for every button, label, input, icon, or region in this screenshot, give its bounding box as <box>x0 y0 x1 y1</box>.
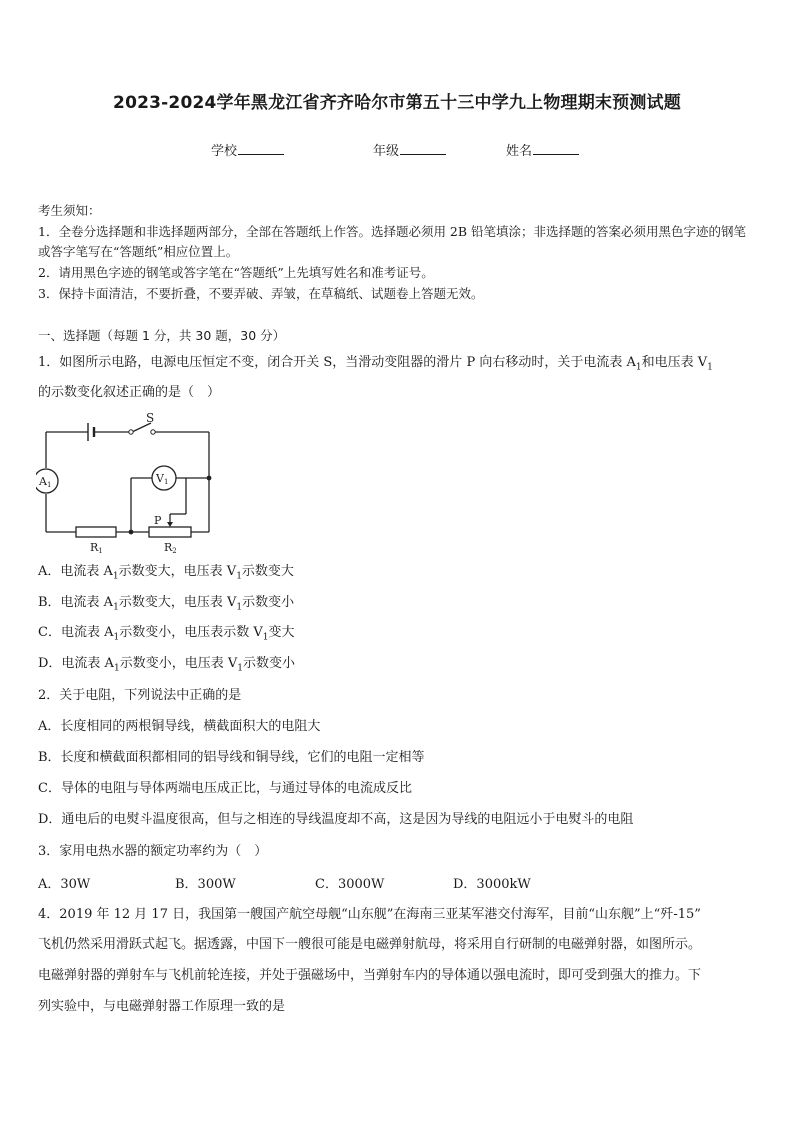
grade-field[interactable]: 年级 <box>373 140 446 159</box>
voltmeter-label: V1 <box>156 472 169 486</box>
q2-option-c[interactable]: C．导体的电阻与导体两端电压成正比，与通过导体的电流成反比 <box>38 781 412 796</box>
q2-option-d[interactable]: D．通电后的电熨斗温度很高，但与之相连的导线温度却不高，这是因为导线的电阻远小于电熨斗的电阻 <box>38 812 634 827</box>
q3-option-b[interactable]: B．300W <box>175 877 236 892</box>
q3-option-c[interactable]: C．3000W <box>315 877 385 892</box>
q4-line-4: 列实验中，与电磁弹射器工作原理一致的是 <box>38 999 286 1014</box>
ammeter-label: A1 <box>39 475 52 489</box>
slider-label: P <box>154 514 162 527</box>
q1-option-b[interactable]: B．电流表 $A_1$示数变大，电压表 $V_1$示数变小 <box>38 595 295 613</box>
q1-option-a[interactable]: A．电流表 $A_1$示数变大，电压表 $V_1$示数变大 <box>38 564 294 582</box>
q3-stem: 3．家用电热水器的额定功率约为（ ） <box>38 844 268 859</box>
q1-option-d[interactable]: D．电流表 $A_1$示数变小，电压表 $V_1$示数变小 <box>38 656 295 674</box>
q4-line-1: 4．2019 年 12 月 17 日，我国第一艘国产航空母舰“山东舰”在海南三亚某军港交付海军，目前“山东舰”上“歼-15” <box>38 907 701 922</box>
notice-heading: 考生须知： <box>38 203 101 218</box>
name-field[interactable]: 姓名 <box>506 140 579 159</box>
notice-item-3: 3．保持卡面清洁，不要折叠，不要弄破、弄皱，在草稿纸、试题卷上答题无效。 <box>38 286 484 301</box>
q2-stem: 2．关于电阻，下列说法中正确的是 <box>38 688 242 703</box>
student-info-row <box>0 140 794 160</box>
r2-label: R2 <box>164 541 177 555</box>
school-field[interactable]: 学校 <box>211 140 284 159</box>
q3-options <box>38 873 760 893</box>
q2-option-b[interactable]: B．长度和横截面积都相同的铝导线和铜导线，它们的电阻一定相等 <box>38 750 425 765</box>
q1-option-c[interactable]: C．电流表 $A_1$示数变小，电压表示数 $V_1$变大 <box>38 625 295 643</box>
notice-item-2: 2．请用黑色字迹的钢笔或答字笔在“答题纸”上先填写姓名和准考证号。 <box>38 265 434 280</box>
circuit-diagram <box>36 410 226 560</box>
section-heading: 一、选择题（每题 1 分，共 30 题，30 分） <box>38 328 286 343</box>
q2-option-a[interactable]: A．长度相同的两根铜导线，横截面积大的电阻大 <box>38 719 321 734</box>
q4-line-2: 飞机仍然采用滑跃式起飞。据透露，中国下一艘很可能是电磁弹射航母，将采用自行研制的电磁弹射器，如图所示。 <box>38 937 702 952</box>
q1-stem-line2: 的示数变化叙述正确的是（ ） <box>38 385 221 400</box>
q4-line-3: 电磁弹射器的弹射车与飞机前轮连接，并处于强磁场中，当弹射车内的导体通以强电流时，即可受到强大的推力。下 <box>38 968 702 983</box>
switch-label: S <box>146 411 155 425</box>
q3-option-d[interactable]: D．3000kW <box>453 877 531 892</box>
exam-title: 2023-2024学年黑龙江省齐齐哈尔市第五十三中学九上物理期末预测试题 <box>113 93 681 113</box>
q3-option-a[interactable]: A．30W <box>38 877 91 892</box>
q1-stem-line1: 1．如图所示电路，电源电压恒定不变，闭合开关 S，当滑动变阻器的滑片 P 向右移动时，关于电流表 $A_1$和电压表 $V_1$ <box>38 355 713 373</box>
slider-arrowhead <box>167 522 173 527</box>
notice-item-1: 1．全卷分选择题和非选择题两部分，全部在答题纸上作答。选择题必须用 2B 铅笔填涂；非选择题的答案必须用黑色字迹的钢笔或答字笔写在“答题纸”相应位置上。 <box>38 224 747 259</box>
r1-label: R1 <box>90 541 103 555</box>
